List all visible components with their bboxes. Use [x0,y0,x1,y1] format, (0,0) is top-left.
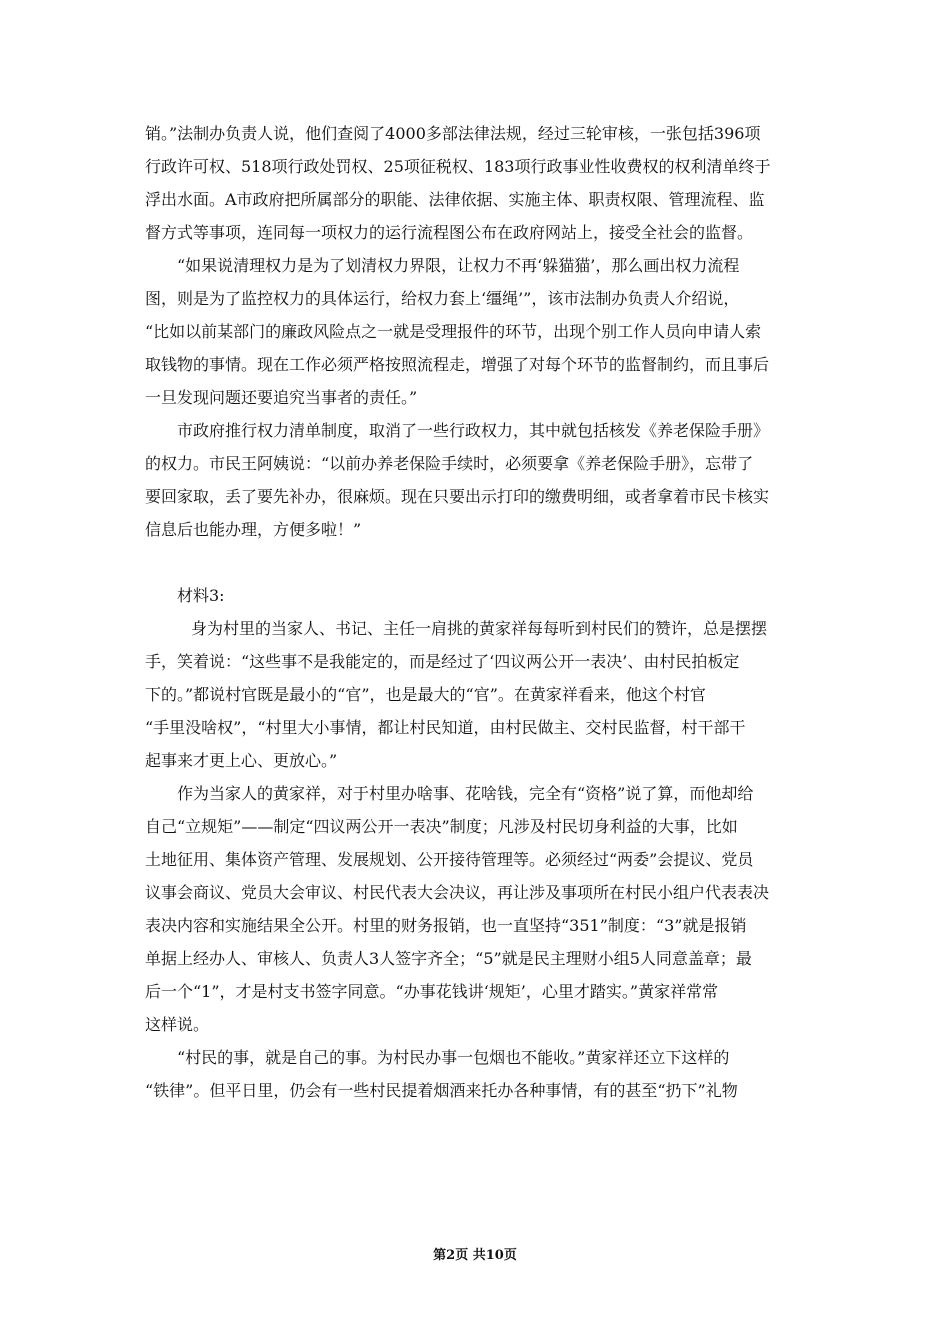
text-line: 取钱物的事情。现在工作必须严格按照流程走，增强了对每个环节的监督制约，而且事后 [145,355,770,374]
text-line: 表决内容和实施结果全公开。村里的财务报销，也一直坚持“351”制度：“3”就是报销 [145,916,747,935]
text-line: 销。”法制办负责人说，他们查阅了4000多部法律法规，经过三轮审核，一张包括396项 [145,124,761,143]
text-line: “手里没啥权”，“村里大小事情，都让村民知道，由村民做主、交村民监督，村干部干 [145,718,746,737]
text-line: 后一个“1”，才是村支书签字同意。“办事花钱讲‘规矩’，心里才踏实。”黄家祥常常 [145,982,719,1001]
page-number-footer: 第2页 共10页 [433,1248,517,1263]
text-line: 土地征用、集体资产管理、发展规划、公开接待管理等。必须经过“两委”会提议、党员 [145,850,754,869]
text-line: 单据上经办人、审核人、负责人3人签字齐全；“5”就是民主理财小组5人同意盖章；最 [145,949,752,968]
text-line: 作为当家人的黄家祥，对于村里办啥事、花啥钱，完全有“资格”说了算，而他却给 [177,784,754,803]
text-line: 这样说。 [145,1015,210,1034]
section-heading: 材料3: [177,586,225,605]
text-line: 自己“立规矩”——制定“四议两公开一表决”制度；凡涉及村民切身利益的大事，比如 [145,817,738,836]
text-line: “如果说清理权力是为了划清权力界限，让权力不再‘躲猫猫’，那么画出权力流程 [177,256,740,275]
text-line: 议事会商议、党员大会审议、村民代表大会决议，再让涉及事项所在村民小组户代表表决 [145,883,770,902]
document-body [145,117,809,1107]
text-line: 身为村里的当家人、书记、主任一肩挑的黄家祥每每听到村民们的赞许，总是摆摆 [191,619,768,638]
text-line: “铁律”。但平日里，仍会有一些村民提着烟酒来托办各种事情，有的甚至“扔下”礼物 [145,1081,738,1100]
text-line: 信息后也能办理，方便多啦！” [145,520,362,539]
text-line: 的权力。市民王阿姨说：“以前办养老保险手续时，必须要拿《养老保险手册》，忘带了 [145,454,754,473]
text-line: 下的。”都说村官既是最小的“官”，也是最大的“官”。在黄家祥看来，他这个村官 [145,685,706,704]
text-line: 手，笑着说：“这些事不是我能定的，而是经过了‘四议两公开一表决’、由村民拍板定 [145,652,740,671]
text-line: 要回家取，丢了要先补办，很麻烦。现在只要出示打印的缴费明细，或者拿着市民卡核实 [145,487,770,506]
text-line: 起事来才更上心、更放心。” [145,751,338,770]
paragraph-gap [145,546,809,579]
text-line: 图，则是为了监控权力的具体运行，给权力套上‘缰绳’”，该市法制办负责人介绍说， [145,289,740,308]
text-line: 行政许可权、518项行政处罚权、25项征税权、183项行政事业性收费权的权利清单终于 [145,157,771,176]
text-line: “比如以前某部门的廉政风险点之一就是受理报件的环节，出现个别工作人员向申请人索 [145,322,762,341]
text-line: “村民的事，就是自己的事。为村民办事一包烟也不能收。”黄家祥还立下这样的 [177,1048,730,1067]
text-line: 一旦发现问题还要追究当事者的责任。” [145,388,418,407]
text-line: 市政府推行权力清单制度，取消了一些行政权力，其中就包括核发《养老保险手册》 [177,421,770,440]
text-line: 浮出水面。A市政府把所属部分的职能、法律依据、实施主体、职责权限、管理流程、监 [145,190,765,209]
text-line: 督方式等事项，连同每一项权力的运行流程图公布在政府网站上，接受全社会的监督。 [145,223,754,242]
